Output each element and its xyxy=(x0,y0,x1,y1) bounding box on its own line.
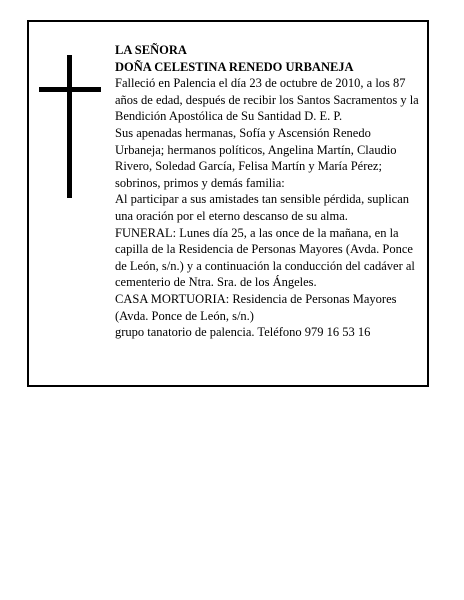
cross-vertical-bar xyxy=(67,55,72,198)
notice-text xyxy=(115,42,423,341)
family-list: Sus apenadas hermanas, Sofía y Ascensión Renedo Urbaneja; hermanos políticos, Angelina Martín, Claudio Rivero, Soledad García, Felisa Martín y María Pérez; sobrinos, primos y demás familia: xyxy=(115,125,397,190)
funeral-home-contact: grupo tanatorio de palencia. Teléfono 979 16 53 16 xyxy=(115,325,371,340)
deceased-name: DOÑA CELESTINA RENEDO URBANEJA xyxy=(115,59,354,74)
obituary-notice xyxy=(27,20,429,387)
cross-horizontal-bar xyxy=(39,87,101,92)
notice-title: LA SEÑORA xyxy=(115,43,187,57)
latin-cross-icon xyxy=(39,55,101,198)
mortuary-house: CASA MORTUORIA: Residencia de Personas Mayores (Avda. Ponce de León, s/n.) xyxy=(115,291,397,323)
death-announcement: Falleció en Palencia el día 23 de octubre de 2010, a los 87 años de edad, después de recibir los Santos Sacramentos y la Bendición Apostólica de Su Santidad D. E. P. xyxy=(115,76,419,124)
prayer-request: Al participar a sus amistades tan sensible pérdida, suplican una oración por el eterno descanso de su alma. xyxy=(115,192,410,223)
funeral-details: FUNERAL: Lunes día 25, a las once de la mañana, en la capilla de la Residencia de Personas Mayores (Avda. Ponce de León, s/n.) y a continuación la conducción del cadáver al cementerio de Ntra. Sra. de los Ángeles. xyxy=(115,225,415,290)
